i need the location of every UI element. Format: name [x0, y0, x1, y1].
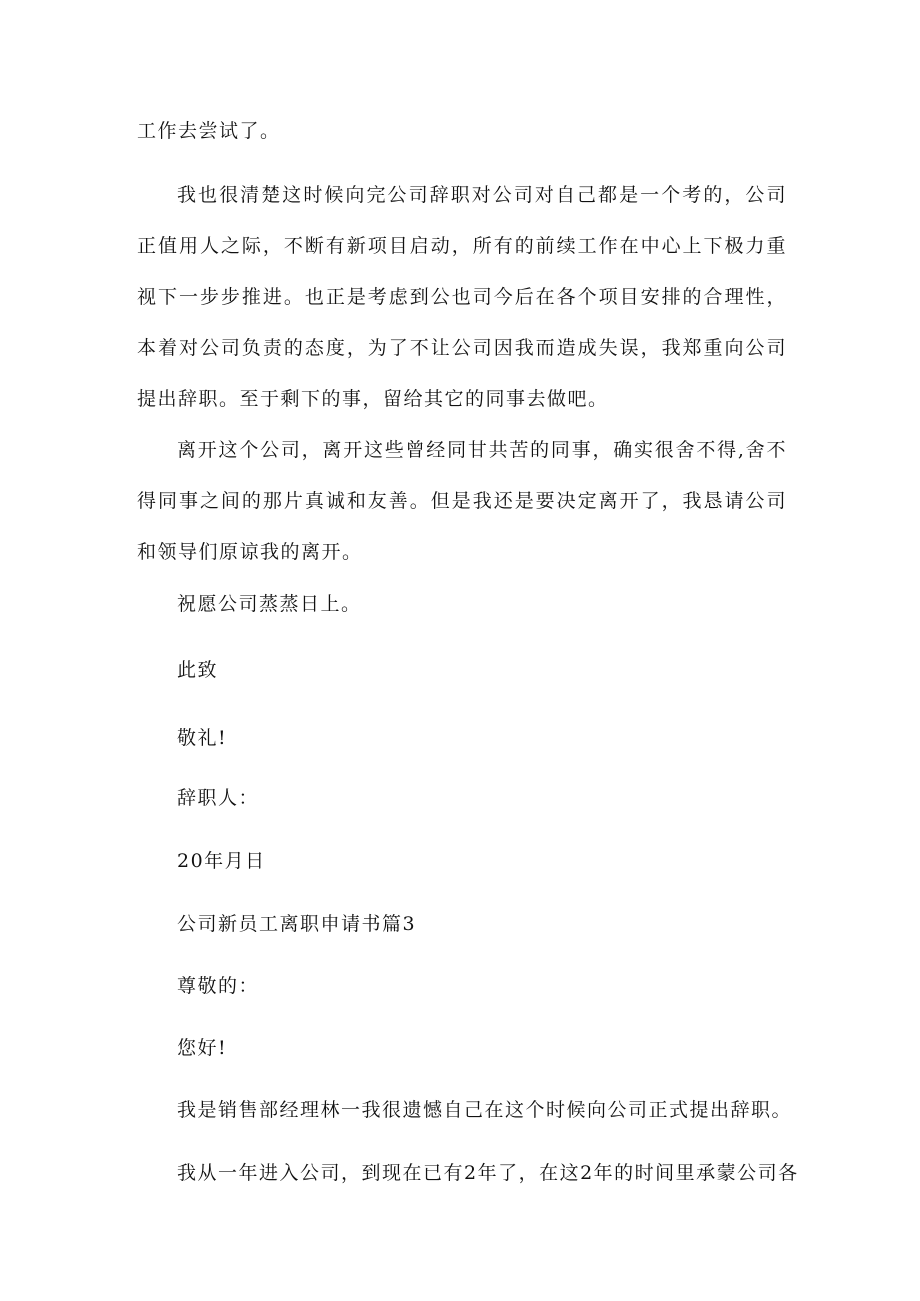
line-greeting: 您好!: [177, 1037, 228, 1059]
line-intro: 我是销售部经理林一我很遗憾自己在这个时候向公司正式提出辞职。: [177, 1099, 793, 1121]
section-heading: 公司新员工离职申请书篇3: [177, 913, 417, 935]
line-wishes: 祝愿公司蒸蒸日上。: [177, 593, 362, 615]
line-date: 20年月日: [177, 850, 266, 872]
line-signatory: 辞职人：: [177, 787, 260, 809]
line-regards: 敬礼!: [177, 727, 228, 749]
paragraph-resignation-reason: 我也很清楚这时候向完公司辞职对公司对自己都是一个考的，公司正值用人之际，不断有新项目启动，所有的前续工作在中心上下极力重视下一步步推进。也正是考虑到公也司今后在各个项目安排的合理性，本着对公司负责的态度，为了不让公司因我而造成失误，我郑重向公司提出辞职。至于剩下的事，留给其它的同事去做吧。: [137, 184, 787, 410]
line-tenure: 我从一年进入公司，到现在已有2年了，在这2年的时间里承蒙公司各: [177, 1162, 799, 1184]
line-salutation-close: 此致: [177, 659, 219, 681]
paragraph-continuation: 工作去尝试了。: [137, 120, 281, 142]
line-greeting-address: 尊敬的：: [177, 975, 260, 997]
paragraph-farewell: 离开这个公司，离开这些曾经同甘共苦的同事，确实很舍不得,舍不得同事之间的那片真诚和友善。但是我还是要决定离开了，我恳请公司和领导们原谅我的离开。: [137, 439, 787, 563]
